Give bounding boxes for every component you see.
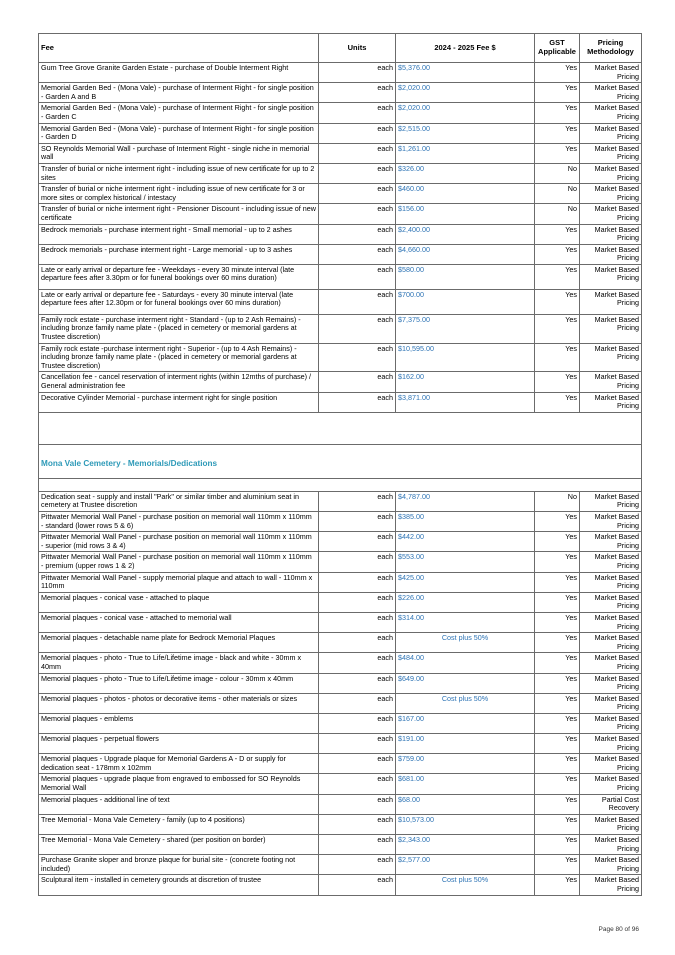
price-cell: $484.00 [396, 653, 535, 673]
fee-cell: Sculptural item - installed in cemetery grounds at discretion of trustee [39, 875, 319, 895]
table-row [39, 835, 642, 855]
fee-cell: SO Reynolds Memorial Wall - purchase of Interment Right - single niche in memorial wall [39, 143, 319, 163]
gst-cell: Yes [535, 814, 580, 834]
method-cell: Market Based Pricing [580, 123, 642, 143]
fee-cell: Memorial plaques - photo - True to Life/Lifetime image - colour - 30mm x 40mm [39, 673, 319, 693]
units-cell: each [319, 103, 396, 123]
method-cell: Market Based Pricing [580, 103, 642, 123]
units-cell: each [319, 63, 396, 83]
units-cell: each [319, 491, 396, 511]
table-row [39, 612, 642, 632]
spacer-row [39, 478, 642, 491]
table-row [39, 103, 642, 123]
table-row [39, 392, 642, 412]
gst-cell: Yes [535, 572, 580, 592]
gst-cell: Yes [535, 512, 580, 532]
table-row [39, 754, 642, 774]
method-cell: Market Based Pricing [580, 592, 642, 612]
table-row [39, 552, 642, 572]
table-row [39, 572, 642, 592]
units-cell: each [319, 289, 396, 314]
table-row [39, 875, 642, 895]
price-cell: $681.00 [396, 774, 535, 794]
table-row [39, 224, 642, 244]
table-row [39, 713, 642, 733]
gst-cell: Yes [535, 83, 580, 103]
price-cell: $4,787.00 [396, 491, 535, 511]
table-row [39, 633, 642, 653]
gst-cell: No [535, 184, 580, 204]
method-cell: Partial Cost Recovery [580, 794, 642, 814]
table-row [39, 264, 642, 289]
gst-cell: Yes [535, 372, 580, 392]
units-cell: each [319, 794, 396, 814]
table-row [39, 774, 642, 794]
fee-cell: Tree Memorial - Mona Vale Cemetery - family (up to 4 positions) [39, 814, 319, 834]
units-cell: each [319, 83, 396, 103]
gst-cell: No [535, 163, 580, 183]
table-row [39, 314, 642, 343]
gst-cell: Yes [535, 592, 580, 612]
method-cell: Market Based Pricing [580, 289, 642, 314]
gst-cell: Yes [535, 63, 580, 83]
gst-cell: Yes [535, 392, 580, 412]
gst-cell: Yes [535, 875, 580, 895]
gst-cell: Yes [535, 244, 580, 264]
units-cell: each [319, 552, 396, 572]
method-cell: Market Based Pricing [580, 343, 642, 372]
table-row [39, 204, 642, 224]
price-cell: $460.00 [396, 184, 535, 204]
units-cell: each [319, 774, 396, 794]
units-cell: each [319, 392, 396, 412]
fee-cell: Gum Tree Grove Granite Garden Estate - purchase of Double Interment Right [39, 63, 319, 83]
units-cell: each [319, 734, 396, 754]
units-cell: each [319, 713, 396, 733]
units-cell: each [319, 314, 396, 343]
units-cell: each [319, 835, 396, 855]
method-cell: Market Based Pricing [580, 372, 642, 392]
price-cell: $3,871.00 [396, 392, 535, 412]
fee-cell: Memorial plaques - detachable name plate for Bedrock Memorial Plaques [39, 633, 319, 653]
method-cell: Market Based Pricing [580, 143, 642, 163]
units-cell: each [319, 875, 396, 895]
price-cell: Cost plus 50% [396, 693, 535, 713]
method-cell: Market Based Pricing [580, 693, 642, 713]
price-cell: $7,375.00 [396, 314, 535, 343]
method-cell: Market Based Pricing [580, 572, 642, 592]
fees-table [38, 33, 642, 896]
units-cell: each [319, 673, 396, 693]
header-price: 2024 - 2025 Fee $ [396, 34, 535, 63]
gst-cell: Yes [535, 734, 580, 754]
fee-cell: Cancellation fee - cancel reservation of interment rights (within 12mths of purchase) / General administration fee [39, 372, 319, 392]
price-cell: $2,020.00 [396, 83, 535, 103]
header-fee: Fee [39, 34, 319, 63]
fee-cell: Memorial plaques - photo - True to Life/Lifetime image - black and white - 30mm x 40mm [39, 653, 319, 673]
gst-cell: Yes [535, 532, 580, 552]
fee-cell: Transfer of burial or niche interment right - including issue of new certificate for up to 2 sites [39, 163, 319, 183]
fee-cell: Memorial plaques - emblems [39, 713, 319, 733]
gst-cell: Yes [535, 343, 580, 372]
gst-cell: Yes [535, 103, 580, 123]
header-row [39, 34, 642, 63]
price-cell: Cost plus 50% [396, 633, 535, 653]
price-cell: $10,595.00 [396, 343, 535, 372]
fee-cell: Pittwater Memorial Wall Panel - supply memorial plaque and attach to wall - 110mm x 110mm [39, 572, 319, 592]
table-row [39, 734, 642, 754]
table-row [39, 143, 642, 163]
method-cell: Market Based Pricing [580, 754, 642, 774]
method-cell: Market Based Pricing [580, 855, 642, 875]
price-cell: $759.00 [396, 754, 535, 774]
units-cell: each [319, 343, 396, 372]
fee-cell: Memorial Garden Bed - (Mona Vale) - purchase of Interment Right - for single position - Garden C [39, 103, 319, 123]
price-cell: $191.00 [396, 734, 535, 754]
units-cell: each [319, 754, 396, 774]
units-cell: each [319, 143, 396, 163]
method-cell: Market Based Pricing [580, 83, 642, 103]
table-row [39, 343, 642, 372]
fee-cell: Purchase Granite sloper and bronze plaque for burial site - (concrete footing not included) [39, 855, 319, 875]
fee-cell: Memorial Garden Bed - (Mona Vale) - purchase of Interment Right - for single position - Garden A and B [39, 83, 319, 103]
table-row [39, 855, 642, 875]
gst-cell: Yes [535, 794, 580, 814]
method-cell: Market Based Pricing [580, 612, 642, 632]
fee-cell: Pittwater Memorial Wall Panel - purchase position on memorial wall 110mm x 110mm - premium (upper rows 1 & 2) [39, 552, 319, 572]
header-units: Units [319, 34, 396, 63]
units-cell: each [319, 264, 396, 289]
fee-cell: Tree Memorial - Mona Vale Cemetery - shared (per position on border) [39, 835, 319, 855]
price-cell: $4,660.00 [396, 244, 535, 264]
fee-cell: Dedication seat - supply and install "Park" or similar timber and aluminium seat in cemetery at Trustee discretion [39, 491, 319, 511]
table-row [39, 163, 642, 183]
price-cell: $10,573.00 [396, 814, 535, 834]
units-cell: each [319, 532, 396, 552]
gst-cell: Yes [535, 224, 580, 244]
gst-cell: Yes [535, 123, 580, 143]
method-cell: Market Based Pricing [580, 552, 642, 572]
method-cell: Market Based Pricing [580, 512, 642, 532]
header-method: Pricing Methodology [580, 34, 642, 63]
price-cell: $5,376.00 [396, 63, 535, 83]
price-cell: $700.00 [396, 289, 535, 314]
fee-cell: Memorial plaques - Upgrade plaque for Memorial Gardens A - D or supply for dedication seat - 178mm x 102mm [39, 754, 319, 774]
method-cell: Market Based Pricing [580, 633, 642, 653]
units-cell: each [319, 572, 396, 592]
table-row [39, 184, 642, 204]
table-row [39, 123, 642, 143]
header-gst: GST Applicable [535, 34, 580, 63]
units-cell: each [319, 592, 396, 612]
units-cell: each [319, 693, 396, 713]
table-row [39, 63, 642, 83]
units-cell: each [319, 184, 396, 204]
price-cell: Cost plus 50% [396, 875, 535, 895]
table-row [39, 693, 642, 713]
table-row [39, 491, 642, 511]
table-row [39, 532, 642, 552]
page-number: Page 80 of 96 [598, 926, 639, 933]
fee-cell: Memorial Garden Bed - (Mona Vale) - purchase of Interment Right - for single position - Garden D [39, 123, 319, 143]
gst-cell: Yes [535, 774, 580, 794]
units-cell: each [319, 653, 396, 673]
gst-cell: Yes [535, 653, 580, 673]
gst-cell: Yes [535, 633, 580, 653]
table-row [39, 794, 642, 814]
fee-cell: Pittwater Memorial Wall Panel - purchase position on memorial wall 110mm x 110mm - superior (mid rows 3 & 4) [39, 532, 319, 552]
fee-cell: Memorial plaques - conical vase - attached to plaque [39, 592, 319, 612]
method-cell: Market Based Pricing [580, 835, 642, 855]
method-cell: Market Based Pricing [580, 244, 642, 264]
units-cell: each [319, 814, 396, 834]
price-cell: $167.00 [396, 713, 535, 733]
method-cell: Market Based Pricing [580, 204, 642, 224]
table-row [39, 592, 642, 612]
method-cell: Market Based Pricing [580, 734, 642, 754]
method-cell: Market Based Pricing [580, 673, 642, 693]
gst-cell: Yes [535, 612, 580, 632]
fee-cell: Memorial plaques - conical vase - attached to memorial wall [39, 612, 319, 632]
price-cell: $442.00 [396, 532, 535, 552]
section-title: Mona Vale Cemetery - Memorials/Dedications [39, 444, 642, 478]
price-cell: $68.00 [396, 794, 535, 814]
gst-cell: No [535, 491, 580, 511]
fee-cell: Late or early arrival or departure fee - Saturdays - every 30 minute interval (late departure fees after 12.30pm or for funeral bookings over 60 mins duration) [39, 289, 319, 314]
units-cell: each [319, 123, 396, 143]
price-cell: $649.00 [396, 673, 535, 693]
price-cell: $580.00 [396, 264, 535, 289]
gst-cell: Yes [535, 713, 580, 733]
units-cell: each [319, 372, 396, 392]
table-row [39, 289, 642, 314]
price-cell: $425.00 [396, 572, 535, 592]
table-row [39, 372, 642, 392]
method-cell: Market Based Pricing [580, 814, 642, 834]
price-cell: $2,020.00 [396, 103, 535, 123]
method-cell: Market Based Pricing [580, 774, 642, 794]
units-cell: each [319, 163, 396, 183]
fee-cell: Bedrock memorials - purchase interment right - Small memorial - up to 2 ashes [39, 224, 319, 244]
fee-cell: Family rock estate - purchase interment right - Standard - (up to 2 Ash Remains) - including bronze family name plate - (placed in cemetery or memorial gardens at Trustee discretion) [39, 314, 319, 343]
method-cell: Market Based Pricing [580, 653, 642, 673]
method-cell: Market Based Pricing [580, 63, 642, 83]
method-cell: Market Based Pricing [580, 532, 642, 552]
method-cell: Market Based Pricing [580, 224, 642, 244]
price-cell: $553.00 [396, 552, 535, 572]
units-cell: each [319, 244, 396, 264]
price-cell: $2,577.00 [396, 855, 535, 875]
price-cell: $314.00 [396, 612, 535, 632]
method-cell: Market Based Pricing [580, 713, 642, 733]
price-cell: $226.00 [396, 592, 535, 612]
units-cell: each [319, 512, 396, 532]
gst-cell: Yes [535, 673, 580, 693]
fee-cell: Late or early arrival or departure fee - Weekdays - every 30 minute interval (late departure fees after 3.30pm or for funeral bookings over 60 mins duration) [39, 264, 319, 289]
spacer-row [39, 412, 642, 444]
price-cell: $162.00 [396, 372, 535, 392]
gst-cell: Yes [535, 855, 580, 875]
gst-cell: No [535, 204, 580, 224]
gst-cell: Yes [535, 143, 580, 163]
price-cell: $156.00 [396, 204, 535, 224]
method-cell: Market Based Pricing [580, 314, 642, 343]
units-cell: each [319, 633, 396, 653]
table-row [39, 512, 642, 532]
method-cell: Market Based Pricing [580, 875, 642, 895]
fee-cell: Decorative Cylinder Memorial - purchase interment right for single position [39, 392, 319, 412]
fee-cell: Memorial plaques - perpetual flowers [39, 734, 319, 754]
price-cell: $326.00 [396, 163, 535, 183]
table-row [39, 244, 642, 264]
gst-cell: Yes [535, 289, 580, 314]
gst-cell: Yes [535, 835, 580, 855]
fee-cell: Family rock estate -purchase interment right - Superior - (up to 4 Ash Remains) - including bronze family name plate - (placed in cemetery or memorial gardens at Trustee discretion) [39, 343, 319, 372]
method-cell: Market Based Pricing [580, 264, 642, 289]
gst-cell: Yes [535, 552, 580, 572]
table-row [39, 673, 642, 693]
fee-cell: Pittwater Memorial Wall Panel - purchase position on memorial wall 110mm x 110mm - standard (lower rows 5 & 6) [39, 512, 319, 532]
table-row [39, 814, 642, 834]
table-row [39, 653, 642, 673]
fee-cell: Memorial plaques - additional line of text [39, 794, 319, 814]
method-cell: Market Based Pricing [580, 184, 642, 204]
price-cell: $2,515.00 [396, 123, 535, 143]
price-cell: $2,400.00 [396, 224, 535, 244]
fee-cell: Transfer of burial or niche interment right - including issue of new certificate for 3 or more sites or complex historical / intestacy [39, 184, 319, 204]
section-row [39, 444, 642, 478]
gst-cell: Yes [535, 754, 580, 774]
price-cell: $1,261.00 [396, 143, 535, 163]
fee-cell: Memorial plaques - photos - photos or decorative items - other materials or sizes [39, 693, 319, 713]
units-cell: each [319, 224, 396, 244]
method-cell: Market Based Pricing [580, 392, 642, 412]
gst-cell: Yes [535, 314, 580, 343]
units-cell: each [319, 612, 396, 632]
gst-cell: Yes [535, 693, 580, 713]
table-row [39, 83, 642, 103]
price-cell: $2,343.00 [396, 835, 535, 855]
price-cell: $385.00 [396, 512, 535, 532]
fee-cell: Bedrock memorials - purchase interment right - Large memorial - up to 3 ashes [39, 244, 319, 264]
fee-cell: Memorial plaques - upgrade plaque from engraved to embossed for SO Reynolds Memorial Wall [39, 774, 319, 794]
method-cell: Market Based Pricing [580, 163, 642, 183]
units-cell: each [319, 204, 396, 224]
units-cell: each [319, 855, 396, 875]
fee-cell: Transfer of burial or niche interment right - Pensioner Discount - including issue of new certificate [39, 204, 319, 224]
method-cell: Market Based Pricing [580, 491, 642, 511]
gst-cell: Yes [535, 264, 580, 289]
